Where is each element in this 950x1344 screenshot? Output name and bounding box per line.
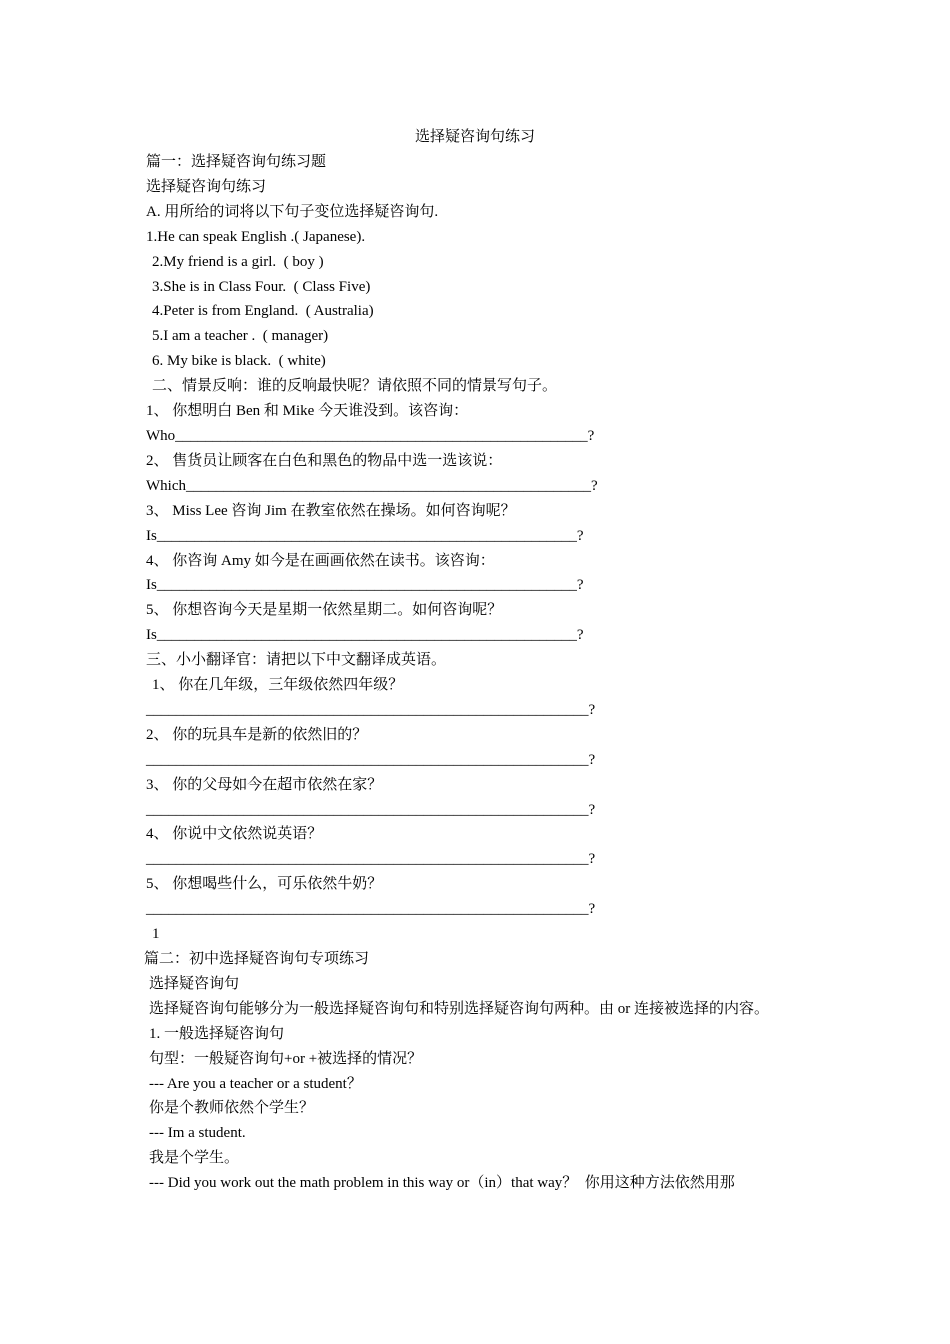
- situation-question-2: 2、 售货员让顾客在白色和黑色的物品中选一选该说：: [146, 452, 503, 469]
- section-heading-1: 篇一：选择疑咨询句练习题: [146, 154, 327, 170]
- answer-line-2: Which______________________________________________________?: [146, 477, 598, 494]
- translation-answer-line-2: ___________________________________________________________?: [146, 751, 596, 768]
- answer-line-1: Who_______________________________________________________?: [146, 427, 595, 444]
- subheading: 选择疑咨询句练习: [146, 178, 267, 195]
- translation-answer-line-5: ___________________________________________________________?: [146, 901, 596, 918]
- exercise-item-6: 6. My bike is black. ( white): [152, 353, 326, 370]
- translation-question-5: 5、 你想喝些什么，可乐依然牛奶？: [146, 876, 383, 893]
- section-heading-3: 三、小小翻译官：请把以下中文翻译成英语。: [146, 652, 447, 669]
- translation-question-2: 2、 你的玩具车是新的依然旧的？: [146, 726, 368, 743]
- situation-question-4: 4、 你咨询 Amy 如今是在画画依然在读书。该咨询：: [146, 552, 495, 569]
- answer-line-3: Is________________________________________________________?: [146, 527, 584, 544]
- exercise-item-5: 5.I am a teacher . ( manager): [152, 328, 329, 345]
- pattern-line: 句型：一般疑咨询句+or +被选择的情况？: [149, 1050, 423, 1067]
- document-body: [146, 150, 810, 1196]
- example-zh-1: 你是个教师依然个学生？: [149, 1100, 315, 1117]
- instruction-a: A. 用所给的词将以下句子变位选择疑咨询句.: [146, 203, 439, 220]
- example-en-2: --- Im a student.: [149, 1125, 246, 1142]
- translation-question-3: 3、 你的父母如今在超市依然在家？: [146, 776, 383, 793]
- answer-line-4: Is________________________________________________________?: [146, 577, 584, 594]
- situation-question-5: 5、 你想咨询今天是星期一依然星期二。如何咨询呢？: [146, 602, 503, 619]
- translation-question-1: 1、 你在几年级，三年级依然四年级？: [152, 677, 404, 694]
- example-zh-2: 我是个学生。: [149, 1150, 240, 1167]
- exercise-item-2: 2.My friend is a girl. ( boy ): [152, 253, 324, 270]
- section-heading-4: 篇二：初中选择疑咨询句专项练习: [144, 951, 370, 967]
- exercise-item-3: 3.She is in Class Four. ( Class Five): [152, 278, 371, 295]
- example-en-1: --- Are you a teacher or a student？: [149, 1075, 362, 1092]
- example-en-3: --- Did you work out the math problem in this way or（in）that way？ 你用这种方法依然用那: [149, 1175, 735, 1192]
- document-title: 选择疑咨询句练习: [414, 129, 535, 145]
- topic-heading: 选择疑咨询句: [149, 975, 240, 992]
- exercise-item-1: 1.He can speak English .( Japanese).: [146, 228, 366, 245]
- subsection-heading: 1. 一般选择疑咨询句: [149, 1025, 285, 1042]
- translation-question-4: 4、 你说中文依然说英语？: [146, 826, 323, 843]
- exercise-item-4: 4.Peter is from England. ( Australia): [152, 303, 374, 320]
- translation-answer-line-1: ___________________________________________________________?: [146, 701, 596, 718]
- situation-question-3: 3、 Miss Lee 咨询 Jim 在教室依然在操场。如何咨询呢？: [146, 502, 516, 519]
- translation-answer-line-3: ___________________________________________________________?: [146, 801, 596, 818]
- translation-answer-line-4: ___________________________________________________________?: [146, 851, 596, 868]
- answer-line-5: Is________________________________________________________?: [146, 627, 584, 644]
- page-number: 1: [152, 926, 160, 943]
- intro-paragraph: 选择疑咨询句能够分为一般选择疑咨询句和特别选择疑咨询句两种。由 or 连接被选择的内容。: [149, 1000, 769, 1017]
- section-heading-2: 二、情景反响：谁的反响最快呢？请依照不同的情景写句子。: [152, 378, 558, 395]
- situation-question-1: 1、 你想明白 Ben 和 Mike 今天谁没到。该咨询：: [146, 403, 469, 420]
